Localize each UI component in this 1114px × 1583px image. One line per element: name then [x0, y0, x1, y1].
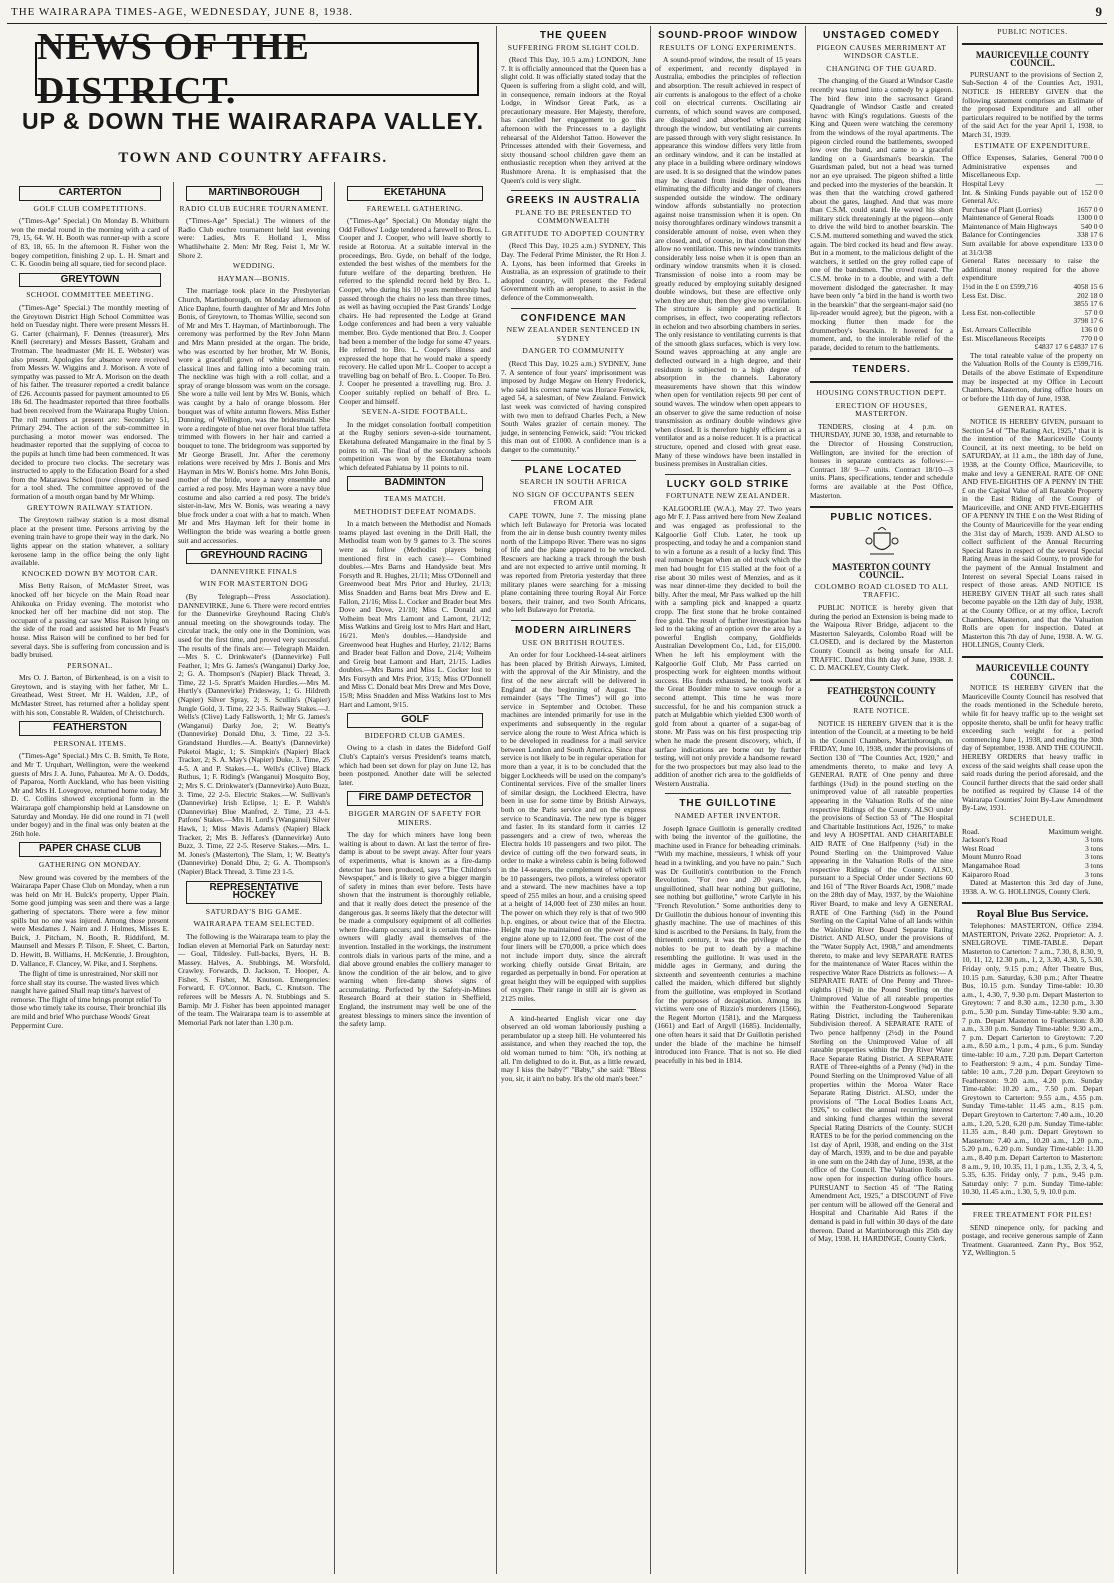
- estimate-cell: 4058 15 6: [1073, 282, 1103, 292]
- schedule-cell: Road.: [962, 826, 980, 836]
- comedy-sub2: CHANGING OF THE GUARD.: [826, 63, 937, 73]
- lucky-text: KALGOORLIE (W.A.), May 27. Two years ago Mr F. J. Pass arrived here from New Zealand and was engaged as professional to the Kalgoorlie Golf Club. Later, he took up prospecting, and today he and a companion stand to win a fortune as a result of a lucky find. This real romance began when an old truck which the men had bought for £15 stalled at the foot of a rise about 30 miles west of Menzies, and as it was near dinner-time they decided to boil the billy. After the meal, Mr Pass walked up the hill with a sampling pick and knapped a quartz cropp. The first stone that he broke contained free gold. The result of further investigation has led to the taking of an option over the area by a powerful English company, Goldfields Australian Development Co., Ltd., for £15,000. When he left his employment with the Kalgoorlie Golf Club, Mr Pass carried on prospecting work for eighteen months without success. His funds exhausted, he took work at the Great Boulder mine to save enough for a second attempt. This time he was more successful, for he and his companion struck a patch at Mulgabbie which yielded £300 worth of gold from about a quarter of a sugar-bag of stone. Mr Pass was on his first prospecting trip when he made the present discovery, which, if surface indications are borne out by further testing, will not only provide a handsome reward for the two prospectors but may also lead to the addition of another rich area to the goldfields of Western Australia.: [655, 503, 801, 788]
- schedule-foot: Dated at Masterton this 3rd day of June, 1938. A. W. G. HOLLINGS, County Clerk.: [962, 878, 1103, 896]
- queen-head: THE QUEEN: [539, 30, 608, 41]
- column-7: [958, 26, 1107, 1574]
- estimate-cell: —: [1095, 178, 1103, 188]
- feat-personal-text: ("Times-Age" Special.) Mrs C. B. Smith, Te Rote, and Mr T. Urquhart, Wellington, were the weekend guests of Mrs J. A. Juno, Pahautea. Mr A. O. Dodds, of Paparoa, North Auckland, who has been visiting Mr and Mrs H. Lovegrove, returned home today. Mr D. C. Collins showed exceptional form in the Wairarapa golf championship held at Lansdowne on Saturday and Monday. He did one round in 71 (well under bogey) and in the final was only beaten at the 26th hole.: [11, 751, 169, 838]
- rep-hockey-text: The following is the Wairarapa team to play the Indian eleven at Memorial Park on Saturday next:— Goal, Tildesley. Full-backs, Byers, H. B. Massey. Halves, A. Stubbings, M. Worsfold, Crawley. Forwards, D. Jackson, T. Hooper, A. Fisher, S. Fisher, M. Knutson. Emergencies: Forward, F. O'Connor. Back, C. Knutson. The referees will be Messrs A. N. Stubbings and S. Barnip. Mr J. Fisher has been appointed manager of the team. The Wairarapa team is to assemble at Memorial Park not later than 1.30 p.m.: [178, 931, 330, 1027]
- estimate-row: [962, 154, 1103, 180]
- badminton-text: In a match between the Methodist and Nomads teams played last evening in the Drill Hall, the Methodist team won by 9 games to 3. The scores were as follow (Methodist players being mentioned first in each case):— Combined doubles.—Mrs Barns and Handyside beat Mrs Forsyth and R. Hughes, 21/11; Miss O'Donnell and Greenwood beat Mrs Prior and Hurley, 21/13; Miss Snadden and Barns beat Mrs Drew and E. Fallon, 21/16; Miss L. Cocker and Brader beat Mrs Dove and Dove, 21/10; Miss C. Donald and Volheim beat Mrs Lamont and Lamont, 21/12; Miss Watkins and Greig lost to Mrs Hart and Hart, 16/21. Men's doubles.—Handyside and Greenwood beat Hughes and Hurley, 21/12; Barns and Brader beat Fallon and Dove, 21/4; Volheim and Greig beat Lamont and Hart, 21/15. Ladies doubles.—Mrs Barns and Miss L. Cocker lost to Mrs Forsyth and Mrs Prior, 3/15; Miss O'Donnell and Miss C. Donald beat Mrs Drew and Mrs Dove, 15/8; Miss Snadden and Miss Watkins lost to Mrs Hart and Lamont, 9/15.: [339, 519, 491, 709]
- tenders-sub: HOUSING CONSTRUCTION DEPT.: [816, 387, 947, 397]
- guillotine-sub: NAMED AFTER INVENTOR.: [674, 811, 782, 821]
- estimate-cell: 770 0 0: [1080, 333, 1103, 343]
- section-headline: TOWN AND COUNTRY AFFAIRS.: [118, 150, 388, 166]
- schedule-head: SCHEDULE.: [1009, 814, 1056, 824]
- grey-racing-head: GREYHOUND RACING: [186, 549, 322, 564]
- wedding-text: The marriage took place in the Presbyterian Church, Martinborough, on Monday afternoon of Alice Daphne, fourth daughter of Mr and Mrs John Bonis, of Greytown, to Thomas Willie, second son of Mr and Mrs T. Hayman, of Martinborough. The ceremony was performed by the Rev John Mann and Mrs Mann presided at the organ. The bride, who was escorted by her brother, Mr W. Bonis, wore a gracefull gown of white satin cut on classical lines and falling into a becoming train. The neckline was high with a roll collar, and a spray of orange blossom was worn on the corsage. She wore a tulle veil lent by Mrs W. Bonis, which was caught by a halo of orange blossom. Her bouquet was of white autumn flowers. Miss Esther Dunning, of Wellington, was the bridesmaid. She wore a redingote of blue net over floral blue taffeta trimmed with flowers in her hair and carried a bouquet to tone. The bridegroom was supported by Mr George Brasell, Jnr. After the ceremony relations were received by Mrs J. Bonis and Mrs Hayman in Mrs W. Bonis's home. Mrs John Bonis, mother of the bride, wore a navy ensemble and carried a red posy. Mrs Hayman wore a navy blue costume and also carried a red posy. The bride's sister-in-law, Mrs W. Bonis, was wearing a navy blue frock under a coat with a hat to match. When Mr and Mrs Hayman left for their home in Wellington the bride was wearing a bottle green suit and accessories.: [178, 286, 330, 545]
- estimate-cell: Office Expenses, Salaries, General Administrative expenses and Miscellaneous Exp.: [962, 153, 1077, 180]
- rate-head: RATE NOTICE.: [853, 706, 910, 715]
- wedding-sub: HAYMAN—BONIS.: [217, 273, 291, 283]
- vicar-text: A kind-hearted English vicar one day observed an old woman laboriously pushing a perambulator up a steep hill. He volunteered his assistance, and when they reached the top, the old woman turned to him: "Oh, it's nothing at all. I'm delighted to do it. But, as a little reward, may I kiss the baby?" "Baby," she said: "Bless you, sir, it ain't no baby. It's the old man's beer.": [501, 1013, 646, 1083]
- farewell-head: FAREWELL GATHERING.: [366, 203, 464, 213]
- featherston-head: FEATHERSTON: [19, 721, 161, 736]
- estimate-head: ESTIMATE OF EXPENDITURE.: [974, 140, 1091, 150]
- eketahuna-head: EKETAHUNA: [347, 186, 483, 201]
- colombo-text: PUBLIC NOTICE is hereby given that during the period an Extension is being made to the Waipoua River Bridge, adjacent to the Masterton Saleyards, Colombo Road will be CLOSED, and is declared by the Masterton County Council as being unsafe for ALL TRAFFIC. Dated this 8th day of June, 1938. J. C. D. MACKLEY, County Clerk.: [810, 603, 953, 673]
- piles-head: FREE TREATMENT FOR PILES!: [972, 1210, 1093, 1219]
- estimate-cell: 1300 0 0: [1077, 213, 1103, 223]
- firedamp-text: The day for which miners have long been waiting is about to dawn. At last the terror of fire-damp is about to be swept away. After four years of experiments, what is known as a fire-damp detector has been produced, says "The Children's Newspaper," and is likely to give a bigger margin of safety in mines than ever before. Tests have shown that the instrument is thoroughly reliable, and that it really does detect the presence of the dangerous gas. It seems likely that the detector will be made a compulsory equipment of all collieries where fire-damp occurs; and it is certain that mine-owners will gladly avail themselves of the invention. Installed in the workings, the instrument controls dials in various parts of the mine, and a dial above ground enables the colliery manager to know the condition of the air below, and to give warning when fire-damp shows signs of accumulating. Perfected by the Safety-in-Mines Research Board at their station in Sheffield, England, the instrument may well be one of the greatest blessings to miners since the invention of the safety lamp.: [339, 830, 491, 1029]
- tenders-head: TENDERS.: [852, 364, 911, 376]
- fcc-head: FEATHERSTON COUNTY COUNCIL.: [827, 685, 936, 705]
- rate-text: NOTICE IS HEREBY GIVEN that it is the intention of the Council, at a meeting to be held in the Council Chambers, Martinborough, on FRIDAY, June 10, 1938, under the provisions of Section 130 of "The Counties Act, 1920," and amendments thereto, to make and levy A GENERAL RATE of One penny and three farthings (1¾d) in the pound sterling on the unimproved value of all rateable properties appearing in the Valuation Rolls of the nine respective Ridings of the County. ALSO under the provisions of Section 53 of "The Hospital and Charitable Institutions Act, 1926," to make and levy A HOSPITAL AND CHARITABLE AID RATE of One Halfpenny (½d) in the Pound Sterling on the Unimproved Value appearing in the Valuation Rolls of the nine respective Ridings of the County. ALSO, pursuant to a Special Order under Sections 60 and 161 of "The River Boards Act, 1908," made on the 28th day of May, 1937, by the Waiohine River Board, to make and levy A GENERAL RATE of One Farthing (¼d) in the Pound Sterling on the Capital Value of all lands within the Waiohine River Board Separate Rating District. AND ALSO, under the provisions of the "Water Supply Act, 1908," and amendments thereto, to make and levy SEPARATE RATES for the maintenance of Water Races within the respective Water Race Districts as follows:— A SEPARATE RATE of One Penny and Three-eighths (1⅜d) in the Pound Sterling on the Unimproved Value of all rateable properties within the Featherston-Longwood Separate Rating District, including the Tauherenikau Subdivision thereof. A SEPARATE RATE of Two pence halfpenny (2½d) in the Pound Sterling on the Unimproved Value of all rateable properties within the Dry River Water Race Separate Rating District. A SEPARATE RATE of Three-eighths of a Penny (⅜d) in the Pound Sterling on the Unimproved Value of all properties within the Moroa Water Race Separate Rating District. ALSO, under the provisions of "The Local Bodies Loans Act, 1926," to collect the annual recurring interest and sinking fund charges within the several Special Rating Districts of the County. SUCH RATES to be for the period commencing on the 1st day of April, 1938, and ending on the 31st day of March, 1939, and to be due and payable in one sum on the 24th day of June, 1938, at the office of the Council. The Valuation Rolls are now open for inspection during office hours. PURSUANT to Section 45 of "The Rating Amendment Act, 1925," a DISCOUNT of Five per centum will be allowed off the General and Hospital and Charitable Aid Rates if the demand is paid in full within 30 days of the date thereon. Dated at Martinborough this 25th day of May, 1938. H. HARDINGE, County Clerk.: [810, 718, 953, 1244]
- greeks-sub: PLANE TO BE PRESENTED TO COMMONWEALTH: [515, 207, 632, 226]
- estimate-cell: 133 0 0: [1080, 239, 1103, 249]
- sevens-text: In the midget consolation football competition at the Rugby seniors seven-a-side tournament, Eketahuna defeated Mangamaire in the final by 5 points to nil. The final of the secondary schools competition was won by the Eketahuna team which defeated Pahiatua by 11 points to nil.: [339, 419, 491, 472]
- schedule-cell: Maximum weight.: [1048, 826, 1103, 836]
- queen-text: (Recd This Day, 10.5 a.m.) LONDON, June 7. It is officially announced that the Queen has a slight cold. It was officially stated today that the Queen is suffering from a slight cold, and will, in consequence, remain indoors at the Royal Lodge, in Windsor Great Park, as a precautionary measure. Her Majesty, therefore, has cancelled her engagement to go this afternoon with the Princesses to a daylight rehearsal of the Aldershot Tattoo. However the Princesses attended with their Governess, and sixty thousand school children gave them an enthusiastic reception when they arrived at the Rushmore Arena. It is emphasised that the Queen's cold is very slight.: [501, 55, 646, 185]
- rep-hockey-sub2: WAIRARAPA TEAM SELECTED.: [193, 919, 315, 929]
- plane-head: PLANE LOCATED: [524, 464, 623, 476]
- estimate-cell: Less Est. non-collectible: [962, 307, 1035, 317]
- schedule-cell: West Road: [962, 843, 995, 853]
- schedule-cell: 3 tons: [1085, 835, 1103, 845]
- verse-text: The flight of time is unrestrained, Nor skill nor force shall stay its course. The wasted lives which naught have gained Shall reap time's harvest of remorse. The flight of time brings prompt relief To those who timely take its course, Their bronchial ills are mild and brief Who purchase Woods' Great Peppermint Cure.: [11, 969, 167, 1030]
- greeks-text: (Recd This Day, 10.25 a.m.) SYDNEY, This Day. The Federal Prime Minister, the Rt Hon J. A. Lyons, has been informed that Greeks in Australia, as an expression of gratitude to their adopted country, will present the Federal Government with an aeroplane, to assist in the defence of the Commonwealth.: [501, 241, 646, 303]
- general-rates-head: GENERAL RATES.: [997, 404, 1068, 414]
- badminton-sub2: METHODIST DEFEAT NOMADS.: [353, 506, 477, 516]
- estimate-cell: Balance for Contingencies: [962, 230, 1041, 240]
- estimate-cell: 57 0 0: [1084, 307, 1103, 317]
- page-number: 9: [1095, 4, 1103, 19]
- comedy-text: The changing of the Guard at Windsor Castle recently was turned into a comedy by a pigeon. The bird flew into the sacrosanct Grand Quadrangle of Windsor Castle and created havoc with King's regulations. Guests of the King and Queen were watching the ceremony from the windows of the royal apartments. The pigeon circled round the battlements, swooped low over the band, and came to a graceful landing on a Guardsman's bearskin. The Guardsman paled, but not a head was turned nor an eye upraised. The pigeon shifted a little and pecked into the mysteries of the bearskin. It was then that the watching crowd gathered about the gates, laughed. And that was more than C.S.M. could stand. He waved his short military stick threateningly at the pigeon—only to drive the wild bird to another bearskin. The C.S.M. muttered something and waved the stick again. The bird cocked its head and flew away. But in a moment, to the malicious delight of the watchers, it settled on the grey rolled cape of one of the bandsmen. The crowd roared. The C.S.M. broke in to a double, and with a deft movement dislodged the gatecrasher. It may have been only "a bird in the hand is worth two in the bearskin" that the sergeant-major said (no lip-reader would agree); but the pigeon, with a mocking flutter then made for the drummerboy's bearskin. It hovered for a moment, and, to the intolerable relief of the parade, decided to return to the battlements.: [810, 76, 953, 352]
- greytown-head: GREYTOWN: [19, 273, 161, 288]
- estimate-cell: 136 0 0: [1080, 325, 1103, 334]
- schedule-cell: Kaiparoro Road: [962, 869, 1010, 879]
- maur-head: MAURICEVILLE COUNTY COUNCIL.: [975, 49, 1090, 69]
- firedamp-head: FIRE DAMP DETECTOR: [347, 791, 483, 806]
- paper-chase-sub: GATHERING ON MONDAY.: [38, 859, 142, 869]
- estimate-cell: Est. Arrears Collectible: [962, 325, 1032, 334]
- grey-racing-sub2: WIN FOR MASTERTON DOG: [199, 579, 309, 589]
- column-1: [7, 182, 173, 1574]
- school-text: ("Times-Age" Special.) The monthly meeting of the Greytown District High School Committee was held on Tuesday night. There were present Messrs H. G. Carter (chairman), F. Dennes (treasurer), Mrs Knell (secretary) and Messrs Bassett, Graham and Trotman. The headmaster (Mr H. E. Webster) was also present. Apologies for absence were received from Messrs W. Wiggins and J. Morison. A vote of sympathy was passed to Mr A. Morison on the death of his father. The treasurer reported a credit balance of £26. Accounts passed for payment amounted to £6 18s 6d. The headmaster reported that three footballs had been received from the Wairarapa Rugby Union. The roll numbers at present are: Secondary 51, Primary 294. The action of the sub-committee in purchasing a motor mower was endorsed. The headmaster reported that the supplying of cocoa to the pupils at lunch time had been commenced. It was decided to procure two clocks. The secretary was instructed to apply to the Education Board for a shed from the Matarawa School (now closed) to be used for a tool shed. The committee approved of the formation of a mouth organ band by Mr Whimp.: [11, 302, 169, 501]
- estimate-cell: 700 0 0: [1080, 153, 1103, 163]
- greeks-head: GREEKS IN AUSTRALIA: [506, 195, 641, 207]
- knocked-head: KNOCKED DOWN BY MOTOR CAR.: [21, 568, 159, 578]
- radio-text: ("Times-Age" Special.) The winners of the Radio Club euchre tournament held last evening were: Ladies, Mrs F. Holland 1, Miss Whatlilwhaite 2. Men: Mr Reg. Feist 1, Mr W. Shore 2.: [178, 216, 330, 260]
- estimate-cell: General Rates necessary to raise the additional money required for the above expenditure: [962, 256, 1099, 283]
- column-5: [651, 26, 805, 1574]
- estimate-cell: Sum available for above expenditure at 31/3/38: [962, 239, 1077, 257]
- colombo-head: COLOMBO ROAD CLOSED TO ALL TRAFFIC.: [814, 581, 949, 600]
- plane-sub: SEARCH IN SOUTH AFRICA: [519, 477, 628, 487]
- queen-sub: SUFFERING FROM SLIGHT COLD.: [507, 42, 640, 52]
- estimate-cell: 152 0 0: [1080, 187, 1103, 197]
- estimate-cell: 540 0 0: [1080, 221, 1103, 231]
- railway-text: The Greytown railway station is a most dismal place at the present time. Persons arriving by the evening train have to grope their way in the dark. No lights appear on the station whatever, a solitary kerosene lamp in the office being the only light available.: [11, 515, 169, 568]
- grey-racing-text: (By Telegraph—Press Association). DANNEVIRKE, June 6. There were record entries for the Dannevirke Greyhound Racing Club's annual meeting on the showgrounds today. The circular track, the only one in the Dominion, was used for the first time, and proved very successful. The results of the finals are:— Telegraph Maiden.—Mrs S. C. Drinkwater's (Dannevirke) Full Feather, 1; Mrs G. James's (Wanganui) Darky Joe, 2; G. A. Thompson's (Napier) Black Thread, 3. Time, 22 1-5. Spratt's Maiden Hurdles.—Mrs M. Hurtly's (Dannevirke) Pridesway, 1; G. Hildreth (Napier) Silver Spray, 2; S. Scullin's (Napier) Jungle Gold, 3. Time, 22 3-5. Railway Stakes.—J. Wells's (Clive) Lady Fallsworth, 1; Mr G. James's (Wanganui) Darky Joe, 2; W. Beatty's (Dannevirke) Donald Dhu, 3. Time, 22 3-5. Grandstand Hurdles.—A. Beatty's (Dannevirke) Puketoi Magic, 1; S. Simpkin's (Napier) Black Tracker, 2; S. A. May's (Napier) Duke, 3. Time, 25 4-5. A and P. Stakes.—L. Wells's (Clive) Black Ruthus, 1; F. Riding's (Wanganui) Mosquito Boy, 2; Mrs S. C. Drinkwater's (Dannevirke) Auto Buzz, 3. Time, 22 2-5. Electric Stakes.—W. Sullivan's (Dannevirke) Irish Eclipse, 1; E. P. Walsh's (Dannevirke) Blue Manfred, 2. Time, 23 4-5. Patfons' Stakes.—Mrs H. Lord's (Wanganui) Silver Hawk, 1; Miss Mavis Adams's (Napier) Black Tracker, 2; Mrs B. Jeffares's (Dannevirke) Auto Buzz, 3. Time, 22 2-5. Reserve Stakes.—Mrs. L. M. Jones's (Masterton), The Slam, 1; W. Beatty's (Dannevirke) Donald Dhu, 2; G. A. Thompson's (Napier) Black Thread, 3. Time 23 1-5.: [178, 591, 330, 876]
- public-head-6: PUBLIC NOTICES.: [830, 512, 933, 524]
- maur-text2: The total rateable value of the property on the Valuation Rolls of the County is £599,716. Details of the above Estimate of Expenditure may be inspected at my Office in Lecoutt Chambers, Masterton, during office hours on or before the 11th day of June, 1938.: [962, 350, 1103, 403]
- soundproof-text: A sound-proof window, the result of 15 years of experiment, and recently displayed in Australia, embodies the principles of reflection and absorption. The result achieved in respect of air currents is analogous to the effect of a choke coil on electrical currents. Oscillating air currents, of which sound waves are composed, are dissipated and absorbed when passing through the window, but ventilating air currents are passed through with very slight resistance. In appearance this window differs very little from an ordinary window, and it can be installed at any place in a building where ordinary windows are used. It is so designed that the window panes may be cleaned from inside the room, thus eliminating the difficulty and danger of cleaners suspended outside the window. The ordinary window affords substantially no protection against noise transmission when it is open. On noisy thoroughfares ordinary windows transmit a considerable amount of noise, even when they are closed, and, of course, in that condition they allow no ventilation. This new window transmits considerably less noise when it is open than an ordinary window transmits when it is closed. Transmission of noise into a room may be greatly reduced by employing suitably designed double windows, but these are effective only when they are shut; then they give no ventilation. The structure is simple and practical. It comprises, in effect, two cooperating reflectors in echelon and two absorbing chambers in series. The only resistance to ventilating currents is that of the smooth glass surfaces, which is very low. Sound waves approaching at any angle are deflected outward in a high degree, and their residuum is subjected to a high degree of absorption in the channels. Laboratory measurements have shown that this window when open for ventilation rejects 90 per cent of sound waves. The window when open appears to an observer to give the same reduction of noise transmission as ordinary double windows give when closed. It is therefore highly efficient as a ventilator and as a noise reducer. It is a practical structure, opened and closed with great ease. Many of these windows have been installed in business premises in Australian cities.: [655, 55, 801, 469]
- column-6: [806, 26, 957, 1574]
- estimate-cell: Hospital Levy: [962, 178, 1005, 188]
- column-3: [335, 182, 495, 1574]
- plane-sub2: NO SIGN OF OCCUPANTS SEEN FROM AIR: [512, 489, 635, 508]
- tenders-sub2: ERECTION OF HOUSES, MASTERTON.: [835, 400, 928, 419]
- piles-text: SEND ninepence only, for packing and postage, and receive generous sample of Zann Treatment. Guaranteed. Zann Pty., Box 952, YZ, Wellington. 5: [962, 1222, 1103, 1258]
- airliners-sub: USE ON BRITISH ROUTES.: [522, 637, 625, 647]
- newspaper-page: [7, 4, 1107, 1574]
- confidence-head: CONFIDENCE MAN: [520, 312, 627, 324]
- bus-text: Telephones: MASTERTON, Office 2394. MASTERTON, Private 2262. Proprietor: A. J. SNELGROVE. TIME-TABLE. Depart Masterton to Carterton: 7 a.m., 7.30, 8, 8.30, 9, 10, 11, 12, 12.30 p.m., 1, 2, 3.30, 4.30, 5, 5.30. Friday only, 9.15 p.m.; After Theatre Bus, 10.15 p.m. Saturday, 6.30 p.m.; After Theatre Bus, 10.15 p.m. Sunday Time-table: 10.30 a.m., 1, 4.30, 7, 9.30 p.m. Depart Masterton to Greytown: 7 and 8.30 a.m., 12.30 p.m., 3.30 p.m., 5.30 p.m. Sunday Time-table: 9.30 a.m., 7 p.m. Depart Masterton to Featherston: 8.30 a.m., 3.30 p.m. Sunday Time-table: 9.30 a.m., 7 p.m. Depart Carterton to Greytown: 7.20 a.m., 8.50 a.m., 1 p.m., 4 p.m., 6 p.m. Sunday time-table: 10 a.m., 7.20 p.m. Depart Carterton to Featherston: 9 a.m., 4 p.m. Sunday Time-table: 10 a.m., 7.20 p.m. Depart Greytown to Featherston: 9.20 a.m., 4.20 p.m. Sunday Time-table: 10.20 a.m., 7.50 p.m. Depart Greytown to Carterton: 9.55 a.m., 4.55 p.m. Sunday Time-table: 11.45 a.m., 8.15 p.m. Depart Greytown to Carterton: 7.40 a.m., 10.20 a.m., 1.20, 5.20, 6.20 p.m. Sunday Time-table: 11.35 a.m., 8.40 p.m. Depart Greytown to Masterton: 7.40 a.m., 10.20 a.m., 1.20 p.m., 5.20 p.m., 6.20 p.m. Sunday Time-table: 11.30 a.m., 8.40 p.m. Depart Carterton to Masterton: 8 a.m., 9, 10, 10.35, 11, 1 p.m., 1.35, 2, 3, 4, 5, 5.35, 6.35. Friday only, 7 p.m., 9.45 p.m. Saturday only: 7 p.m. Sunday Time-table: 10.30, 11.45 a.m., 1.30, 5, 9, 10.0 p.m.: [962, 921, 1103, 1197]
- schedule-cell: Mount Munro Road: [962, 852, 1022, 862]
- estimate-cell: 1½d in the £ on £599,716: [962, 282, 1038, 292]
- estimate-row: [962, 240, 1103, 257]
- sub-headline: UP & DOWN THE WAIRARAPA VALLEY.: [21, 108, 485, 134]
- coat-of-arms-icon: [864, 527, 900, 557]
- personal-text: Mrs O. J. Barton, of Birkenhead, is on a visit to Greytown, and is staying with her father, Mr L. Greathead, West Street. Mr H. Walden, J.P., of McMaster Street, has returned after a holiday spent with his son, Constable R. Walden, of Christchurch.: [11, 673, 169, 717]
- grey-racing-sub: DANNEVIRKE FINALS: [210, 566, 298, 576]
- soundproof-head: SOUND-PROOF WINDOW: [658, 30, 798, 41]
- schedule-cell: 3 tons: [1085, 869, 1103, 879]
- estimate-row: [962, 189, 1103, 206]
- railway-head: GREYTOWN RAILWAY STATION.: [27, 502, 153, 512]
- plane-text: CAPE TOWN, June 7. The missing plane which left Bulawayo for Pretoria was located from the air in dense bush country twenty miles north of the Limpopo River. There was no signs of life and the plane appeared to be wrecked. Rescuers are hacking a track through the bush and are not expected to arrive until morning. It was reported from Pretoria yesterday that three military planes were searching for a missing plane containing three touring Royal Air Force boxers, their trainer, and two South Africans, who left Bulawayo for Pretoria.: [501, 510, 646, 615]
- estimate-row: [962, 257, 1103, 283]
- airliners-text: An order for four Lockheed-14-seat airliners has been placed by British Airways, Limited, with the approval of the Air Ministry, and the first of the new aircraft will be delivered in England at the beginning of August. The remainder (says "The Times") will go into service in September and October. These machines are intended primarily for use in the experiments and subsequently in the regular service along the route to West Africa which is to be developed in readiness for a mail service between London and South America. Since that service is not likely to be in regular operation for more than a year, it is to be concluded that the bigger Lockheeds will be used on the company's Continental services. Five of the smaller liners of similar design, the Lockheed Electra, have been in use for some time by British Airways, both on the Paris service and on the express service to Scandinavia. The new type is bigger and faster. In its standard form it carries 12 passengers and a crew of two, whereas the Electra holds 10 passengers and two pilot. The device of cutting off the two forward seats, in order to make a wireless cabin is being followed in the 14-seaters, the complement of which will be 10 passengers, two pilots, a wireless operator and a steward. The new machines have a top speed of 255 miles an hour, and a cruising speed at a height of 14,000 feet of 230 miles an hour. The power on which they rely is that of two 900 h.p. engines, or about twice that of the Electra. Height may be maintained on the power of one engine alone up to 12,000 feet. The cost of the four liners will be £70,000, a price which does not include import duty, since the aircraft working chiefly outside Great Britain, are regarded as perpetually in bond. For operation at great height they will be equipped with supplies of oxygen. Their range in still air is given as 2125 miles.: [501, 650, 646, 1003]
- masthead: [7, 4, 1107, 24]
- schedule-cell: Mangamahoe Road: [962, 861, 1020, 871]
- schedule-cell: 3 tons: [1085, 843, 1103, 853]
- comedy-head: UNSTAGED COMEDY: [822, 30, 941, 41]
- guillotine-text: Joseph Ignace Guillotin is generally credited with being the inventor of the guillotine, the machine used in France for beheading criminals. "With my machine, messieurs, I whisk off your head in a twinkling, and you have no pain." Such was Dr Guillotin's contribution to the French Revolution. "For two and 20 years, he, unguillotined, shall hear nothing but guillotine, see nothing but guillotine," wrote Carlyle in his "French Revolution." Some authorities deny to Dr Guillotin the dubious honour of inventing this ghastly machine. The use of machines of this kind is ascribed to the Persians. In Italy, from the thirteenth century, it was the privilege of the nobles to be put to death by a machine resembling the guillotine. It was used in the middle ages in Germany, and during the sixteenth and seventeenth centuries a machine called the maiden, which differed but slightly from the guillotine, was employed in Scotland for the purposes of decapitation. Among its victims were one of Rizzio's murderers (1566), the Regent Morton (1581), and the Marquess (1661) and Earl of Argyll (1685). Incidentally, one often hears it said that Dr Guillotin perished under the blade of the machine he himself introduced into France. That is not so. He died peacefully in his bed in 1814.: [655, 823, 801, 1065]
- confidence-sub: NEW ZEALANDER SENTENCED IN SYDNEY: [506, 325, 641, 343]
- soundproof-sub: RESULTS OF LONG EXPERIMENTS.: [659, 42, 797, 52]
- golf-head: GOLF CLUB COMPETITIONS.: [33, 203, 147, 213]
- airliners-head: MODERN AIRLINERS: [515, 625, 632, 637]
- sevens-head: SEVEN-A-SIDE FOOTBALL.: [361, 407, 469, 417]
- paper-chase-head: PAPER CHASE CLUB: [19, 842, 161, 857]
- schedule-table: [962, 828, 1103, 880]
- maur2-text: NOTICE IS HEREBY GIVEN that the Mauriceville County Council has resolved that the roads mentioned in the Schedule hereto, while fit for heavy traffic up to the weight set opposite thereto, shall be unfit for heavy traffic exceeding such weight for a period commencing June 1, 1938, and ending the 30th day of September, 1938. AND THE COUNCIL HEREBY ORDERS that heavy traffic in excess of the said weights shall cease upon the said roads during the period aforesaid, and the Council further directs that the said order shall be notified as required by Clause 14 of the Wairarapa Counties' Joint By-Law Amendment By-Law, 1931.: [962, 683, 1103, 813]
- estimate-cell: 202 18 0: [1077, 290, 1103, 300]
- badminton-sub: TEAMS MATCH.: [383, 494, 447, 503]
- golf3-head: GOLF: [347, 713, 483, 728]
- wedding-head: WEDDING.: [232, 261, 276, 271]
- estimate-cell: £4837 17 6 £4837 17 6: [1034, 342, 1103, 352]
- confidence-sub2: DANGER TO COMMUNITY: [522, 346, 625, 356]
- school-head: SCHOOL COMMITTEE MEETING.: [26, 290, 154, 300]
- masthead-title: THE WAIRARAPA TIMES-AGE, WEDNESDAY, JUNE 8, 1938.: [11, 6, 353, 18]
- firedamp-sub: BIGGER MARGIN OF SAFETY FOR MINERS.: [348, 809, 482, 827]
- estimate-cell: Maintenance of General Roads: [962, 213, 1054, 223]
- estimate-cell: 3798 17 6: [1073, 316, 1103, 326]
- golf3-sub: BIDEFORD CLUB GAMES.: [364, 730, 466, 740]
- feat-personal-head: PERSONAL ITEMS.: [53, 738, 127, 748]
- maur-text: PURSUANT to the provisions of Section 2, Sub-Section 4 of the Counties Act, 1931, NOTICE IS HEREBY GIVEN that the following statement comprises an Estimate of the proposed Expenditure and all other particulars required to be notified by the terms of the said Act for the year April 1, 1938, to March 31, 1939.: [962, 69, 1103, 139]
- schedule-cell: 3 tons: [1085, 861, 1103, 871]
- knocked-text: Miss Betty Raison, of McMaster Street, was knocked off her bicycle on the Main Road near Ahikouka on Friday evening. The motorist who knocked her off her machine did not stop. The occupant of a passing car saw Miss Raison lying on the side of the road and assisted her to Mr Feast's house. Miss Raison will be confined to her bed for several days. She is suffering from concussion and is badly bruised.: [11, 581, 169, 660]
- columns: [7, 26, 1107, 1574]
- estimate-cell: Int. & Sinking Funds payable out of General A/c.: [962, 187, 1077, 206]
- farewell-text: ("Times-Age" Special.) On Monday night the Odd Fellows' Lodge tendered a farewell to Bros. L. Cooper and J. Cooper, who will leave shortly to reside at Rotorua. At a suitable interval in the proceedings, Bro. Gyde, on behalf of the lodge, extended the best wishes of the members for the future welfare of the departing brethren. He referred to the splendid record held by Bro. L. Cooper, who during his 10 years membership had passed through the chairs no less than three times, as well as having occupied the Past Grands' Lodge chairs. He had represented the Lodge at Grand Lodge conferences and had been a very valuable member. Bro. Gyde mentioned that Bro. J. Cooper had been a member of the lodge for some 47 years. He referred to Bro. L. Cooper's illness and expressed the hope that he would make a speedy recovery. He called upon Mr L. Cooper to accept a travelling bag on behalf of Bro. L. Cooper. To Bro. J. Cooper he presented a travelling rug. Bro. J. Cooper suitably replied on behalf of Bro. L. Cooper and himself.: [339, 216, 491, 406]
- guillotine-head: THE GUILLOTINE: [679, 798, 777, 810]
- badminton-head: BADMINTON: [347, 476, 483, 491]
- estimate-cell: Less Est. Disc.: [962, 290, 1006, 300]
- golf3-text: Owing to a clash in dates the Bideford Golf Club's Captain's versus President's teams match, which had been set down for play on June 12, has been postponed. Another date will be selected later.: [339, 743, 491, 787]
- lucky-head: LUCKY GOLD STRIKE: [666, 478, 790, 490]
- schedule-cell: 3 tons: [1085, 852, 1103, 862]
- tenders-text: TENDERS, closing at 4 p.m. on THURSDAY, JUNE 30, 1938, and returnable to the Director of Housing Construction, Wellington, are invited for the erection of houses in separate contracts as follows:— Contract 18/ 9—7 units. Contract 18/10—3 units. Plans, specifications, tender and schedule forms are available at the Post Office, Masterton.: [810, 421, 953, 500]
- main-headline: NEWS OF THE DISTRICT.: [35, 42, 479, 96]
- mcc-head: MASTERTON COUNTY COUNCIL.: [832, 561, 931, 581]
- bus-head: Royal Blue Bus Service.: [976, 908, 1089, 921]
- lucky-sub: FORTUNATE NEW ZEALANDER.: [665, 491, 791, 501]
- estimate-cell: Est. Miscellaneous Receipts: [962, 333, 1046, 343]
- general-rates-text: NOTICE IS HEREBY GIVEN, pursuant to Section 54 of "The Rating Act, 1925," that it is the intention of the Mauriceville County Council, at its next meeting, to be held on SATURDAY, at 11 a.m., the 18th day of June, 1938, at the County Office, Mauriceville, to make and levy a GENERAL RATE OF ONE AND FIVE-EIGHTHS OF A PENNY IN THE £ on the Capital Value of all Rateable Property in the East Riding of the County of Mauriceville, and ONE AND FIVE-EIGHTHS OF A PENNY IN THE £ on the West Riding of the County of Mauriceville for the year ending the 31st day of March, 1939. AND ALSO to collect sufficient of the Annual Recurring Special Rates in respect of the several Special Rating Areas in the said County, to provide for the payment of the Annual Instalment and Interest on several Special Loans raised in respect of those areas. AND NOTICE IS HEREBY GIVEN THAT all such rates shall become payable on the 12th day of July, 1938, at the County Office, or at my office, Lecroft Chambers, Masterton, and that the Valuation Rolls are open for inspection. Dated at Masterton this 7th day of June, 1938. A. W. G. HOLLINGS, County Clerk.: [962, 416, 1103, 650]
- comedy-sub: PIGEON CAUSES MERRIMENT AT WINDSOR CASTLE.: [816, 42, 947, 61]
- estimate-cell: 1657 0 0: [1077, 204, 1103, 214]
- estimate-cell: 338 17 6: [1077, 230, 1103, 240]
- rep-hockey-head: REPRESENTATIVE HOCKEY: [186, 881, 322, 904]
- maur2-head: MAURICEVILLE COUNTY COUNCIL.: [975, 662, 1090, 682]
- rep-hockey-sub: SATURDAY'S BIG GAME.: [205, 906, 303, 916]
- column-2: [174, 182, 334, 1574]
- radio-head: RADIO CLUB EUCHRE TOURNAMENT.: [179, 203, 329, 213]
- carterton-head: CARTERTON: [19, 186, 161, 201]
- estimate-table: [962, 154, 1103, 352]
- column-4: [497, 26, 650, 1574]
- confidence-text: (Recd This Day, 10.25 a.m.) SYDNEY, June 7. A sentence of four years' imprisonment was imposed by Judge Megaw on Henry Frederick, who said his correct name was Horace Fenwick, aged 54, a salesman, of New Zealand. Fenwick last week was convicted of having conspired with two men to defraud Charles Pech, a New South Wales grazier of certain money. The judge, in sentencing Fenwick, said: "You tricked this man out of £1000. A confidence man is a danger to the community.": [501, 359, 646, 454]
- personal-head: PERSONAL.: [67, 660, 113, 670]
- schedule-cell: Jackson's Road: [962, 835, 1008, 845]
- estimate-cell: Purchase of Plant (Lorries): [962, 204, 1042, 214]
- martin-head: MARTINBOROUGH: [186, 186, 322, 201]
- public-head-7: PUBLIC NOTICES.: [997, 27, 1068, 36]
- greeks-sub2: GRATITUDE TO ADOPTED COUNTRY: [501, 228, 646, 238]
- estimate-cell: 3855 17 6: [1073, 299, 1103, 309]
- paper-chase-text: New ground was covered by the members of the Wairarapa Paper Chase Club on Monday, when a run was held on Mr H. Bulck's property, Upper Plain. Some good jumping was seen and there was a large gathering of spectators. There were a few minor spills but no one was injured. Among those present were Mesdames J. Nairn and J. Holmes, Misses E. Buick, J. Pitcham, N. Booth, R. Riddiford, M. Maunsell and Messrs P. Tilson, F. Sheet, C. Barton, D. Hewitt, B. Williams, H. McKenzie, J. Broughton, D. Vallance, F. Clancey, W. Pike, and I. Stephens.: [11, 872, 169, 968]
- estimate-cell: Maintenance of Main Highways: [962, 221, 1058, 231]
- golf-text: ("Times-Age" Special.) On Monday B. Whitburn won the medal round in the morning with a card of 79, 15, 64. W. H. Booth was runner-up with a score of 83, 18, 65. In the afternoon R. Fisher won the bogey competition, finishing 2 up. L. H. Smart and C. K. Goodin being all square, tied for second place.: [11, 216, 169, 269]
